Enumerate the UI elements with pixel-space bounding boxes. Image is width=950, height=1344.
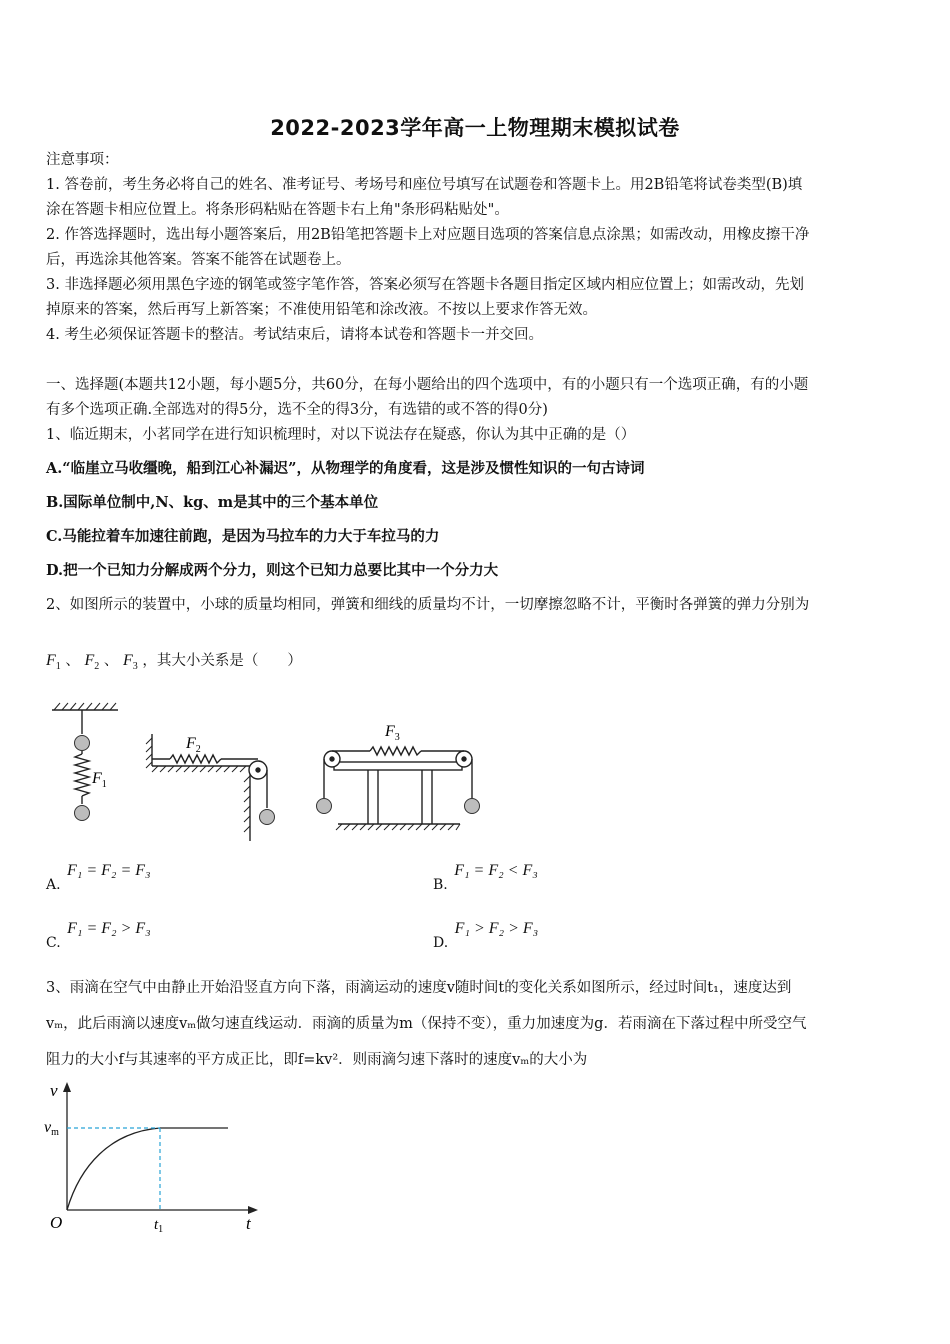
f1-symbol: $F_1$ (46, 652, 61, 673)
section-line: 一、选择题(本题共12小题，每小题5分，共60分，在每小题给出的四个选项中，有的小题只有一个选项正确，有的小题 (46, 377, 809, 393)
spring-apparatus-figure (40, 696, 490, 846)
notes-line: 涂在答题卡相应位置上。将条形码粘贴在答题卡右上角"条形码粘贴处"。 (46, 202, 509, 218)
axis-v-label: v (50, 1081, 58, 1100)
q2-stem-forces: $F_1$ 、 $F_2$ 、 $F_3$ ，其大小关系是（ ） (46, 652, 302, 673)
notes-line: 掉原来的答案，然后再写上新答案；不准使用铅笔和涂改液。不按以上要求作答无效。 (46, 302, 597, 318)
notes-line: 4. 考生必须保证答题卡的整洁。考试结束后，请将本试卷和答题卡一并交回。 (46, 327, 543, 343)
notes-heading: 注意事项： (46, 152, 119, 168)
label-f2: $F_2$ (186, 735, 201, 755)
q1-option-a: A.“临崖立马收缰晚，船到江心补漏迟”，从物理学的角度看，这是涉及惯性知识的一句古诗词 (46, 460, 645, 477)
page-title: 2022-2023学年高一上物理期末模拟试卷 (270, 116, 680, 140)
q3-line: vₘ，此后雨滴以速度vₘ做匀速直线运动．雨滴的质量为m（保持不变），重力加速度为g．若雨滴在下落过程中所受空气 (46, 1016, 807, 1032)
t1-label: $t_1$ (154, 1217, 164, 1235)
notes-line: 后，再选涂其他答案。答案不能答在试题卷上。 (46, 252, 351, 268)
f3-symbol: $F_3$ (123, 652, 138, 673)
q1-stem: 1、临近期末，小茗同学在进行知识梳理时，对以下说法存在疑惑，你认为其中正确的是（） (46, 427, 636, 443)
vm-label: vm (44, 1119, 59, 1138)
label-f1: $F_1$ (92, 770, 107, 790)
q2-option-c: C. F₁ = F₂ > F₃ (46, 920, 151, 951)
notes-line: 3. 非选择题必须用黑色字迹的钢笔或签字笔作答，答案必须写在答题卡各题目指定区域内相应位置上；如需改动，先划 (46, 277, 804, 293)
q3-line: 3、雨滴在空气中由静止开始沿竖直方向下落，雨滴运动的速度v随时间t的变化关系如图所示，经过时间t₁，速度达到 (46, 980, 792, 996)
notes-line: 1. 答卷前，考生务必将自己的姓名、准考证号、考场号和座位号填写在试题卷和答题卡上。用2B铅笔将试卷类型(B)填 (46, 177, 803, 193)
q3-line: 阻力的大小f与其速率的平方成正比，即f=kv²．则雨滴匀速下落时的速度vₘ的大小为 (46, 1052, 588, 1068)
notes-line: 2. 作答选择题时，选出每小题答案后，用2B铅笔把答题卡上对应题目选项的答案信息点涂黑；如需改动，用橡皮擦干净 (46, 227, 810, 243)
axis-t-label: t (246, 1214, 251, 1233)
q1-option-b: B.国际单位制中,N、kg、m是其中的三个基本单位 (46, 494, 379, 511)
label-f3: $F_3$ (385, 723, 400, 743)
q2-option-b: B. F₁ = F₂ < F₃ (433, 862, 538, 893)
q1-option-c: C.马能拉着车加速往前跑，是因为马拉车的力大于车拉马的力 (46, 528, 440, 545)
q2-option-a: A. F₁ = F₂ = F₃ (46, 862, 151, 893)
q1-option-d: D.把一个已知力分解成两个分力，则这个已知力总要比其中一个分力大 (46, 562, 499, 579)
q2-stem: 2、如图所示的装置中，小球的质量均相同，弹簧和细线的质量均不计，一切摩擦忽略不计，平衡时各弹簧的弹力分别为 (46, 597, 810, 613)
f2-symbol: $F_2$ (84, 652, 100, 673)
q2-option-d: D. F₁ > F₂ > F₃ (433, 920, 539, 951)
velocity-time-graph (40, 1076, 270, 1236)
origin-label: O (50, 1213, 63, 1232)
section-line: 有多个选项正确.全部选对的得5分，选不全的得3分，有选错的或不答的得0分) (46, 402, 548, 418)
